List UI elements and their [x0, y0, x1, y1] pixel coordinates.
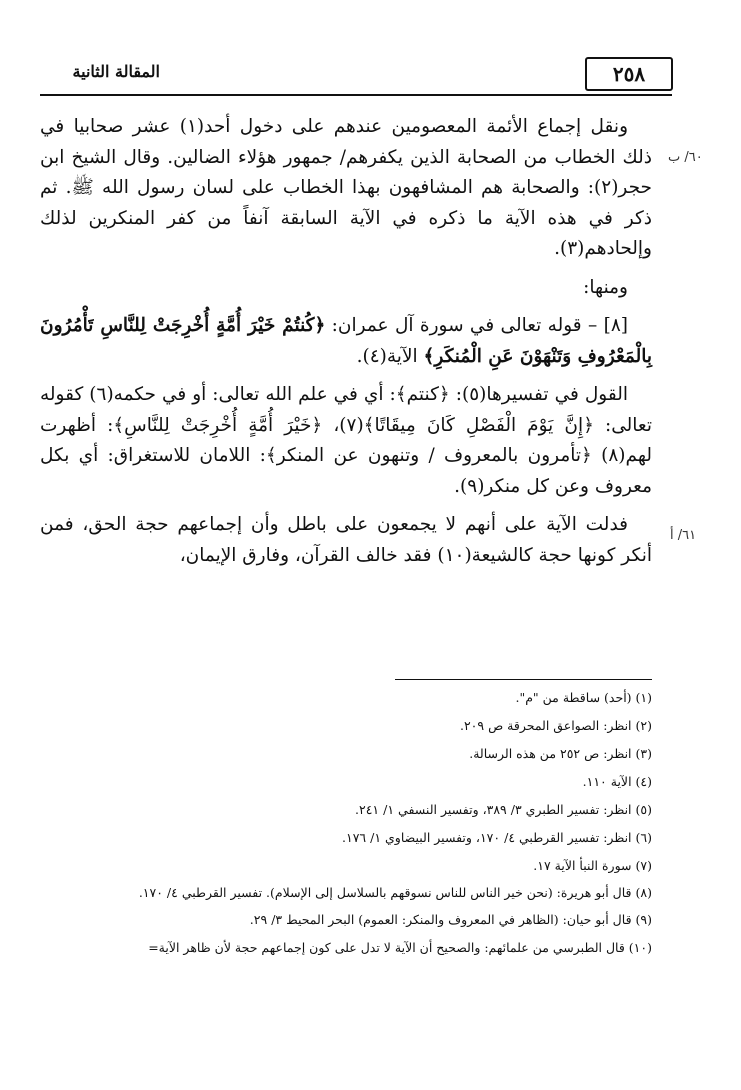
verse-end: الآية(٤). — [356, 345, 424, 367]
paragraph-and-from-them: ومنها: — [583, 276, 628, 298]
footnote-8: (٨) قال أبو هريرة: (نحن خير الناس للناس نسوقهم بالسلاسل إلى الإسلام). تفسير القرطبي ٤/ ١٧٠. — [138, 885, 652, 900]
paragraph-conclusion: فدلت الآية على أنهم لا يجمعون على باطل وأن إجماعهم حجة الحق، فمن أنكر كونها حجة كالشيعة(١٠) فقد خالف القرآن، وفارق الإيمان، — [40, 514, 652, 566]
page-number: ٢٥٨ — [585, 57, 673, 91]
header-rule — [40, 94, 672, 96]
footnote-3: (٣) انظر: ص ٢٥٢ من هذه الرسالة. — [469, 746, 652, 761]
footnotes — [30, 684, 652, 962]
footnote-6: (٦) انظر: تفسير القرطبي ٤/ ١٧٠، وتفسير البيضاوي ١/ ١٧٦. — [342, 830, 652, 845]
paragraph-verse-8 — [40, 311, 652, 372]
body-text — [40, 112, 652, 579]
paragraph-consensus: ونقل إجماع الأئمة المعصومين عندهم على دخول أحد(١) عشر صحابيا في ذلك الخطاب من الصحابة الذين يكفرهم/ جمهور هؤلاء الضالين. وقال الشيخ ابن حجر(٢): والصحابة هم المشافهون بهذا الخطاب على لسان رسول الله ﷺ. ثم ذكر في هذه الآية ما ذكره في الآية السابقة آنفاً من كفر المنكرين لذلك وإلحادهم(٣). — [40, 116, 652, 259]
verse-intro: [٨] – قوله تعالى في سورة آل عمران: — [325, 315, 628, 336]
footnote-9: (٩) قال أبو حيان: (الظاهر في المعروف والمنكر: العموم) البحر المحيط ٣/ ٢٩. — [249, 912, 652, 927]
quran-verse: ﴿كُنتُمْ خَيْرَ أُمَّةٍ أُخْرِجَتْ لِلنَّاسِ تَأْمُرُونَ بِالْمَعْرُوفِ وَتَنْهَوْنَ عَنِ الْمُنكَرِ﴾ — [40, 315, 652, 367]
footnote-7: (٧) سورة النبأ الآية ١٧. — [533, 858, 652, 873]
footnote-1: (١) (أحد) ساقطة من "م". — [515, 690, 652, 705]
footnote-10: (١٠) قال الطبرسي من علمائهم: والصحيح أن الآية لا تدل على كون إجماعهم حجة لأن ظاهر الآية= — [148, 940, 652, 955]
footnote-4: (٤) الآية ١١٠. — [582, 774, 652, 789]
running-title: المقالة الثانية — [72, 62, 160, 81]
page-header — [20, 50, 660, 100]
footnote-separator — [395, 679, 652, 680]
paragraph-tafsir: القول في تفسيرها(٥): ﴿كنتم﴾: أي في علم الله تعالى: أو في حكمه(٦) كقوله تعالى: ﴿إِنَّ يَوْمَ الْفَصْلِ كَانَ مِيقَاتًا﴾(٧)، ﴿خَيْرَ أُمَّةٍ أُخْرِجَتْ لِلنَّاسِ﴾: أظهرت لهم(٨) ﴿تأمرون بالمعروف / وتنهون عن المنكر﴾: اللامان للاستغراق: أي بكل معروف وعن كل منكر(٩). — [40, 384, 652, 497]
margin-note-folio-60b: ٦٠/ ب — [668, 150, 703, 165]
margin-note-folio-61a: ٦١/ أ — [670, 528, 697, 543]
footnote-5: (٥) انظر: تفسير الطبري ٣/ ٣٨٩، وتفسير النسفي ١/ ٢٤١. — [355, 802, 652, 817]
footnote-2: (٢) انظر: الصواعق المحرقة ص ٢٠٩. — [459, 718, 652, 733]
